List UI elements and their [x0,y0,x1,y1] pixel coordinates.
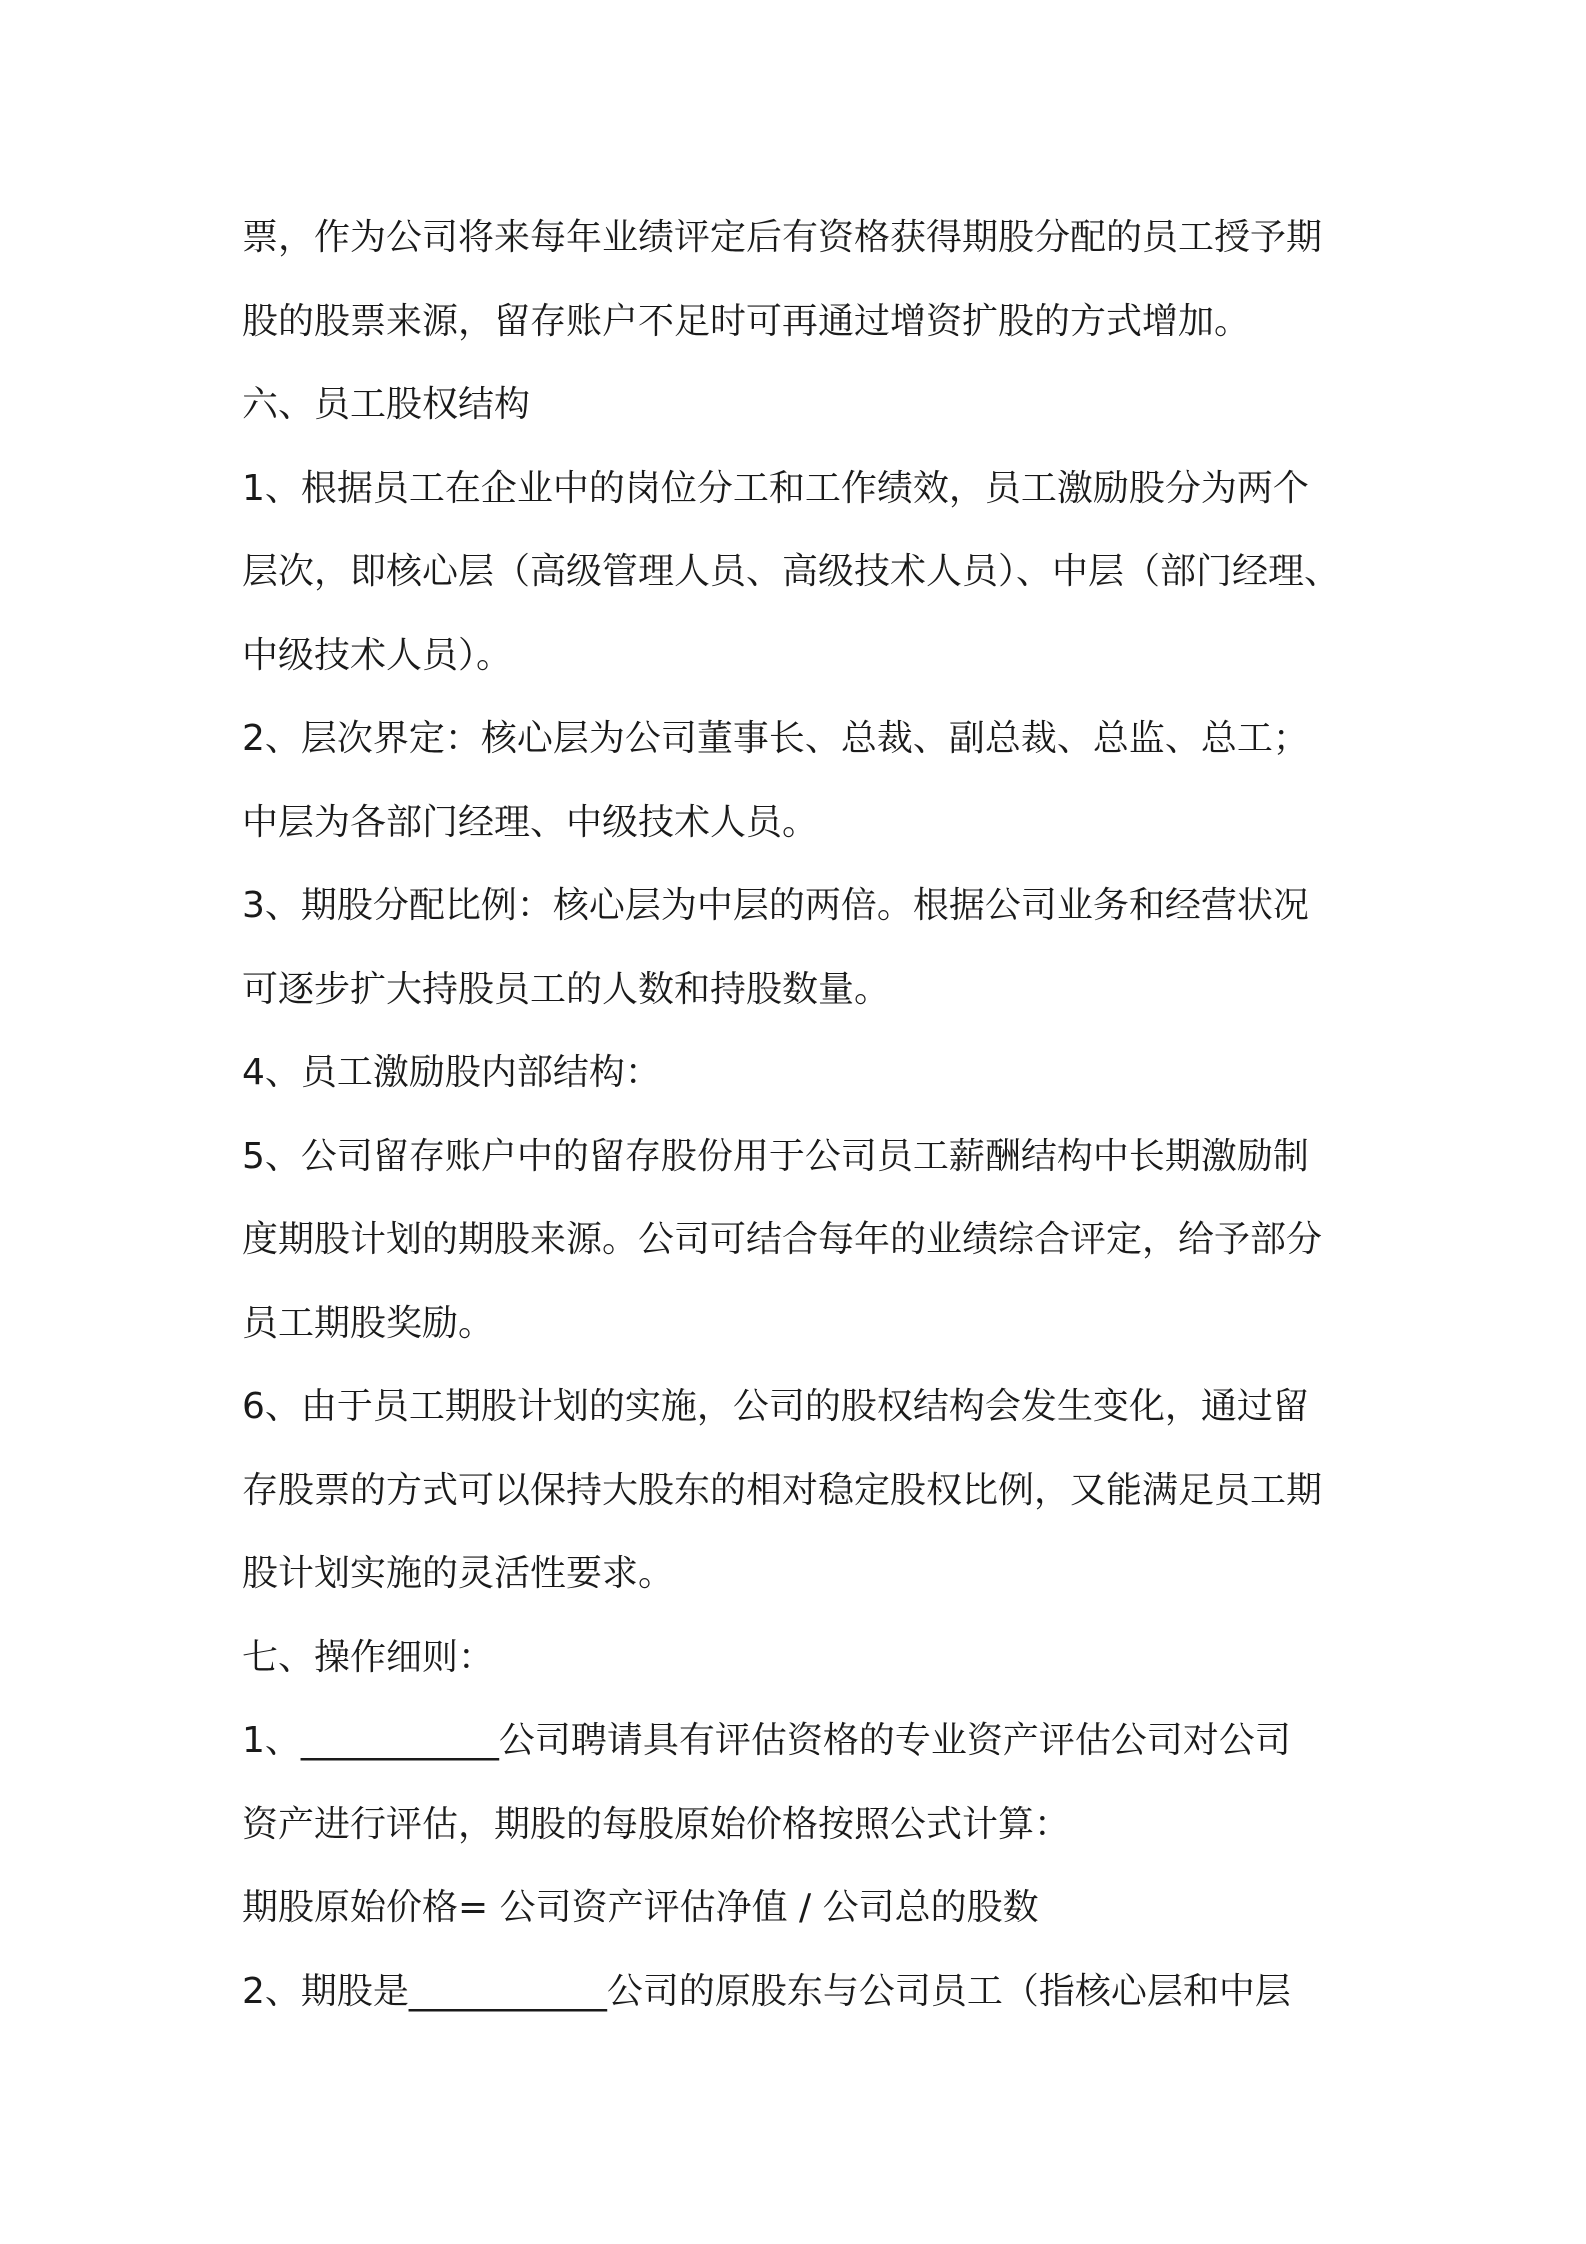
paragraph-line: 存股票的方式可以保持大股东的相对稳定股权比例，又能满足员工期 [242,1469,1323,1511]
document-body [242,196,1372,2033]
paragraph-line: 6、由于员工期股计划的实施，公司的股权结构会发生变化，通过留 [242,1386,1309,1427]
paragraph-line: 5、公司留存账户中的留存股份用于公司员工薪酬结构中长期激励制 [242,1135,1309,1177]
paragraph-line: 股的股票来源，留存账户不足时可再通过增资扩股的方式增加。 [242,300,1251,342]
paragraph-line: 度期股计划的期股来源。公司可结合每年的业绩综合评定，给予部分 [242,1219,1323,1260]
paragraph-line: 1、___________公司聘请具有评估资格的专业资产评估公司对公司 [242,1720,1291,1761]
paragraph-line: 中层为各部门经理、中级技术人员。 [242,801,819,843]
paragraph-line: 中级技术人员）。 [242,634,513,676]
paragraph-line: 员工期股奖励。 [242,1302,495,1344]
paragraph-line: 票，作为公司将来每年业绩评定后有资格获得期股分配的员工授予期 [242,217,1323,258]
formula-line: 期股原始价格= 公司资产评估净值 / 公司总的股数 [242,1887,1039,1928]
paragraph-line: 层次，即核心层（高级管理人员、高级技术人员）、中层（部门经理、 [242,551,1341,592]
paragraph-line: 4、员工激励股内部结构： [242,1052,661,1093]
paragraph-line: 资产进行评估，期股的每股原始价格按照公式计算： [242,1803,1071,1845]
paragraph-line: 2、层次界定：核心层为公司董事长、总裁、副总裁、总监、总工； [242,718,1309,759]
paragraph-line: 3、期股分配比例：核心层为中层的两倍。根据公司业务和经营状况 [242,885,1309,926]
section-heading: 七、操作细则： [242,1636,495,1678]
paragraph-line: 股计划实施的灵活性要求。 [242,1553,675,1594]
section-heading: 六、员工股权结构 [242,384,531,425]
paragraph-line: 1、根据员工在企业中的岗位分工和工作绩效，员工激励股分为两个 [242,467,1309,509]
paragraph-line: 可逐步扩大持股员工的人数和持股数量。 [242,968,891,1010]
paragraph-line: 2、期股是___________公司的原股东与公司员工（指核心层和中层 [242,1970,1291,2012]
